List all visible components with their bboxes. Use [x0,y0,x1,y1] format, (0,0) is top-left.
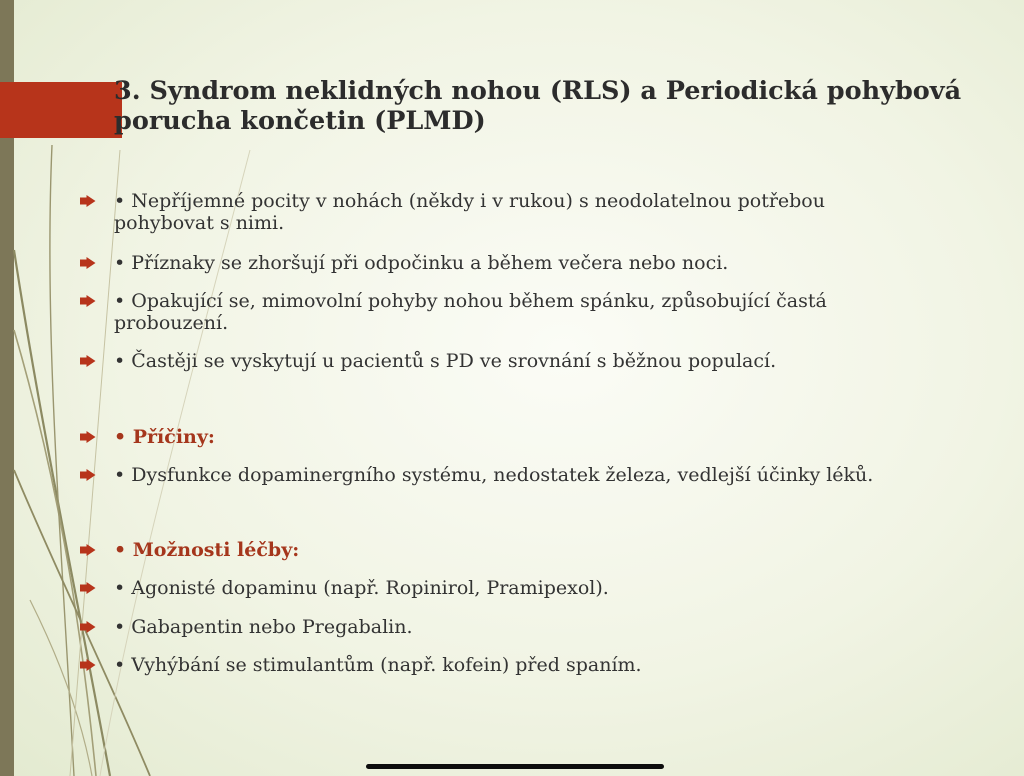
bullet-text: • Gabapentin nebo Pregabalin. [114,616,413,638]
bullet-text: • Příznaky se zhoršují při odpočinku a během večera nebo noci. [114,252,729,274]
arrow-right-bullet-icon [80,190,114,212]
bullet-text: • Vyhýbání se stimulantům (např. kofein) před spaním. [114,654,642,676]
section-heading-causes: • Příčiny: [114,426,215,448]
bullet-item [80,464,960,486]
arrow-right-bullet-icon [80,350,114,372]
bullet-item [80,252,960,274]
bullet-item [80,616,960,638]
arrow-right-bullet-icon [80,539,114,561]
section-heading-treatment: • Možnosti léčby: [114,539,300,561]
arrow-right-bullet-icon [80,426,114,448]
bullet-list [80,0,980,776]
bullet-item [80,654,960,676]
arrow-right-bullet-icon [80,616,114,638]
bullet-item [80,350,960,372]
bullet-item [80,290,960,334]
arrow-right-bullet-icon [80,654,114,676]
bullet-item-heading [80,539,960,561]
arrow-right-bullet-icon [80,577,114,599]
bullet-text: • Agonisté dopaminu (např. Ropinirol, Pramipexol). [114,577,609,599]
home-indicator[interactable] [366,764,664,769]
arrow-right-bullet-icon [80,252,114,274]
bullet-text: • Nepříjemné pocity v nohách (někdy i v rukou) s neodolatelnou potřebou pohybovat s nimi. [114,190,825,234]
arrow-right-bullet-icon [80,290,114,312]
bullet-text: • Opakující se, mimovolní pohyby nohou během spánku, způsobující častá probouzení. [114,290,827,334]
bullet-text: • Dysfunkce dopaminergního systému, nedostatek železa, vedlejší účinky léků. [114,464,874,486]
bullet-item [80,577,960,599]
bullet-item [80,190,960,234]
slide-title: 3. Syndrom neklidných nohou (RLS) a Periodická pohybová porucha končetin (PLMD) [114,76,962,136]
bullet-text: • Častěji se vyskytují u pacientů s PD ve srovnání s běžnou populací. [114,350,777,372]
arrow-right-bullet-icon [80,464,114,486]
bullet-item-heading [80,426,960,448]
